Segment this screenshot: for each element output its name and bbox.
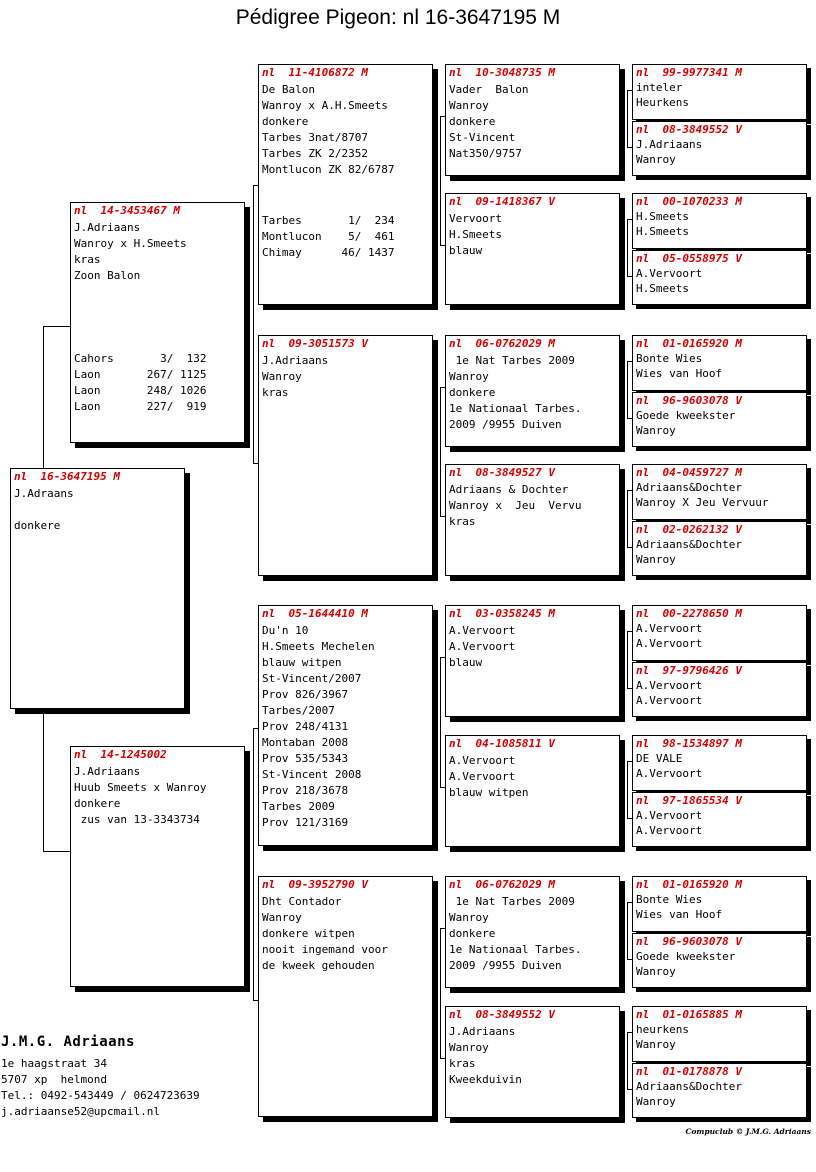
pedigree-line: H.Smeets	[449, 228, 502, 241]
pedigree-line: nooit ingemand voor	[262, 943, 388, 956]
pedigree-ring: nl 04-0459727 M	[636, 466, 742, 479]
connector-line	[627, 761, 628, 818]
pedigree-line: J.Adriaans	[636, 138, 703, 151]
pedigree-line: Wanroy	[636, 424, 676, 437]
connector-line	[43, 326, 70, 327]
sire-result: Laon 227/ 919	[74, 400, 207, 413]
pedigree-line: Tarbes 3nat/8707	[262, 131, 368, 144]
pedigree-line: 2009 /9955 Duiven	[449, 418, 562, 431]
great-grandparent-card	[445, 64, 620, 176]
great-great-grandparent-card	[632, 250, 807, 305]
pedigree-line: de kweek gehouden	[262, 959, 375, 972]
pedigree-ring: nl 00-1070233 M	[636, 195, 742, 208]
pedigree-line: Wies van Hoof	[636, 367, 723, 380]
connector-line	[440, 116, 441, 245]
great-great-grandparent-card	[632, 1063, 807, 1118]
pedigree-line: A.Vervoort	[636, 694, 703, 707]
dam-ring: nl 14-1245002	[74, 748, 167, 761]
pedigree-line: Wies van Hoof	[636, 908, 723, 921]
sire-line: J.Adriaans	[74, 221, 141, 234]
sire-line: Wanroy x H.Smeets	[74, 237, 187, 250]
great-grandparent-card	[445, 605, 620, 717]
pedigree-line: Adriaans&Dochter	[636, 481, 742, 494]
great-great-grandparent-card	[632, 464, 807, 520]
sire-card	[70, 202, 245, 443]
connector-line	[440, 928, 441, 1058]
pedigree-line: H.Smeets	[636, 282, 689, 295]
pedigree-line: kras	[449, 515, 476, 528]
subject-line: donkere	[14, 519, 61, 532]
pedigree-line: 1e Nationaal Tarbes.	[449, 402, 582, 415]
pedigree-line: inteler	[636, 81, 683, 94]
great-great-grandparent-card	[632, 933, 807, 988]
connector-line	[627, 631, 628, 688]
pedigree-ring: nl 06-0762029 M	[449, 337, 555, 350]
result-line: Chimay 46/ 1437	[262, 246, 395, 259]
pedigree-line: donkere	[449, 927, 496, 940]
pedigree-line: A.Vervoort	[449, 640, 516, 653]
pedigree-ring: nl 09-3952790 V	[262, 878, 368, 891]
subject-pigeon-card	[10, 468, 185, 709]
great-great-grandparent-card	[632, 64, 807, 120]
pedigree-ring: nl 96-9603078 V	[636, 394, 742, 407]
pedigree-ring: nl 09-1418367 V	[449, 195, 555, 208]
pedigree-ring: nl 11-4106872 M	[262, 66, 368, 79]
owner-city: 5707 xp helmond	[1, 1073, 107, 1086]
great-grandparent-card	[445, 464, 620, 576]
footer-credit: Compuclub © J.M.G. Adriaans	[685, 1127, 811, 1136]
pedigree-line: A.Vervoort	[636, 767, 703, 780]
connector-line	[440, 387, 441, 516]
pedigree-ring: nl 97-1865534 V	[636, 794, 742, 807]
pedigree-line: H.Smeets	[636, 225, 689, 238]
great-great-grandparent-card	[632, 876, 807, 932]
great-great-grandparent-card	[632, 335, 807, 391]
dam-line: donkere	[74, 797, 121, 810]
sire-result: Cahors 3/ 132	[74, 352, 207, 365]
pedigree-line: A.Vervoort	[636, 637, 703, 650]
pedigree-line: Tarbes/2007	[262, 704, 335, 717]
connector-line	[627, 90, 628, 147]
pedigree-line: Wanroy x Jeu Vervu	[449, 499, 582, 512]
pedigree-line: 1e Nationaal Tarbes.	[449, 943, 582, 956]
pedigree-line: kras	[449, 1057, 476, 1070]
great-great-grandparent-card	[632, 605, 807, 661]
pedigree-line: Prov 535/5343	[262, 752, 349, 765]
great-great-grandparent-card	[632, 193, 807, 249]
connector-line	[440, 657, 441, 787]
pedigree-line: Wanroy	[449, 370, 489, 383]
pedigree-ring: nl 01-0178878 V	[636, 1065, 742, 1078]
granddam-maternal-card	[258, 876, 433, 1117]
great-great-grandparent-card	[632, 392, 807, 447]
pedigree-line	[449, 530, 619, 546]
pedigree-line: A.Vervoort	[449, 770, 516, 783]
great-grandparent-card	[445, 1006, 620, 1118]
pedigree-ring: nl 04-1085811 V	[449, 737, 555, 750]
pedigree-line	[449, 1088, 619, 1104]
pedigree-line: Wanroy	[449, 911, 489, 924]
pedigree-line: Wanroy	[262, 370, 302, 383]
pedigree-line: Adriaans&Dochter	[636, 538, 742, 551]
great-great-grandparent-card	[632, 735, 807, 791]
pedigree-ring: nl 03-0358245 M	[449, 607, 555, 620]
pedigree-ring: nl 01-0165885 M	[636, 1008, 742, 1021]
sire-result: Laon 248/ 1026	[74, 384, 207, 397]
great-grandparent-card	[445, 876, 620, 988]
pedigree-line: Wanroy	[636, 965, 676, 978]
pedigree-line	[449, 546, 619, 562]
pedigree-line: Wanroy	[262, 911, 302, 924]
pedigree-line: Heurkens	[636, 96, 689, 109]
pedigree-line: donkere witpen	[262, 927, 355, 940]
owner-email: j.adriaanse52@upcmail.nl	[1, 1105, 160, 1118]
pedigree-line: A.Vervoort	[636, 679, 703, 692]
pedigree-line: Vervoort	[449, 212, 502, 225]
result-line: Tarbes 1/ 234	[262, 214, 395, 227]
owner-phone: Tel.: 0492-543449 / 0624723639	[1, 1089, 200, 1102]
pedigree-line: De Balon	[262, 83, 315, 96]
connector-line	[43, 851, 70, 852]
pedigree-ring: nl 08-3849552 V	[636, 123, 742, 136]
pedigree-line: blauw witpen	[449, 786, 529, 799]
pedigree-line: Adriaans & Dochter	[449, 483, 569, 496]
pedigree-ring: nl 06-0762029 M	[449, 878, 555, 891]
connector-line	[43, 710, 44, 851]
pedigree-line: donkere	[262, 115, 309, 128]
pedigree-line: Wanroy	[636, 153, 676, 166]
sire-line: Zoon Balon	[74, 269, 141, 282]
pedigree-line: Tarbes 2009	[262, 800, 335, 813]
great-grandparent-card	[445, 193, 620, 305]
subject-line	[14, 502, 184, 518]
pedigree-line: Wanroy X Jeu Vervuur	[636, 496, 769, 509]
pedigree-line: Vader Balon	[449, 83, 529, 96]
pedigree-line: A.Vervoort	[636, 267, 703, 280]
pedigree-line: Montlucon ZK 82/6787	[262, 163, 395, 176]
pedigree-ring: nl 99-9977341 M	[636, 66, 742, 79]
connector-line	[253, 185, 254, 463]
pedigree-ring: nl 02-0262132 V	[636, 523, 742, 536]
pedigree-line	[449, 671, 619, 687]
pedigree-line	[449, 817, 619, 833]
pedigree-line: donkere	[449, 115, 496, 128]
pedigree-line: Wanroy	[449, 99, 489, 112]
great-great-grandparent-card	[632, 521, 807, 576]
pedigree-line: Bonte Wies	[636, 893, 703, 906]
pedigree-line: A.Vervoort	[449, 624, 516, 637]
great-grandparent-card	[445, 335, 620, 447]
pedigree-line: Nat350/9757	[449, 147, 522, 160]
connector-line	[627, 361, 628, 418]
great-great-grandparent-card	[632, 121, 807, 176]
pedigree-ring: nl 10-3048735 M	[449, 66, 555, 79]
pedigree-line: H.Smeets	[636, 210, 689, 223]
pedigree-line: H.Smeets Mechelen	[262, 640, 375, 653]
grandsire-paternal-card	[258, 64, 433, 305]
pedigree-line: A.Vervoort	[636, 809, 703, 822]
pedigree-line: St-Vincent	[449, 131, 516, 144]
pedigree-ring: nl 00-2278650 M	[636, 607, 742, 620]
grandsire-maternal-card	[258, 605, 433, 846]
sire-ring: nl 14-3453467 M	[74, 204, 180, 217]
connector-line	[253, 728, 254, 1000]
pedigree-line: Goede kweekster	[636, 950, 736, 963]
pedigree-line: Prov 248/4131	[262, 720, 349, 733]
owner-name: J.M.G. Adriaans	[1, 1034, 135, 1050]
pedigree-line	[449, 687, 619, 703]
pedigree-line: 1e Nat Tarbes 2009	[449, 895, 575, 908]
connector-line	[43, 326, 44, 468]
granddam-paternal-card	[258, 335, 433, 576]
pedigree-line: Montaban 2008	[262, 736, 349, 749]
great-great-grandparent-card	[632, 792, 807, 847]
pedigree-line: 2009 /9955 Duiven	[449, 959, 562, 972]
pedigree-line: DE VALE	[636, 752, 683, 765]
pedigree-line: J.Adriaans	[262, 354, 329, 367]
pedigree-ring: nl 08-3849552 V	[449, 1008, 555, 1021]
pedigree-line: kras	[262, 386, 289, 399]
sire-result: Laon 267/ 1125	[74, 368, 207, 381]
pedigree-line: Goede kweekster	[636, 409, 736, 422]
pedigree-ring: nl 09-3051573 V	[262, 337, 368, 350]
connector-line	[627, 219, 628, 276]
dam-line: J.Adriaans	[74, 765, 141, 778]
pedigree-line: Kweekduivin	[449, 1073, 522, 1086]
pedigree-line: Prov 121/3169	[262, 816, 349, 829]
pedigree-ring: nl 01-0165920 M	[636, 337, 742, 350]
pedigree-line: Wanroy x A.H.Smeets	[262, 99, 388, 112]
pedigree-ring: nl 05-1644410 M	[262, 607, 368, 620]
pedigree-line: donkere	[449, 386, 496, 399]
pedigree-line: Tarbes ZK 2/2352	[262, 147, 368, 160]
pedigree-ring: nl 01-0165920 M	[636, 878, 742, 891]
great-great-grandparent-card	[632, 1006, 807, 1062]
pedigree-line: St-Vincent/2007	[262, 672, 362, 685]
pedigree-line: Wanroy	[636, 553, 676, 566]
pedigree-line: Wanroy	[449, 1041, 489, 1054]
great-grandparent-card	[445, 735, 620, 847]
pedigree-line: Wanroy	[636, 1038, 676, 1051]
pedigree-line: A.Vervoort	[636, 824, 703, 837]
pedigree-line: Prov 218/3678	[262, 784, 349, 797]
dam-card	[70, 746, 245, 987]
pedigree-ring: nl 96-9603078 V	[636, 935, 742, 948]
pedigree-line: Bonte Wies	[636, 352, 703, 365]
connector-line	[627, 902, 628, 959]
pedigree-ring: nl 97-9796426 V	[636, 664, 742, 677]
pedigree-line: A.Vervoort	[449, 754, 516, 767]
pedigree-line: J.Adriaans	[449, 1025, 516, 1038]
pedigree-line: Dht Contador	[262, 895, 342, 908]
pedigree-line: heurkens	[636, 1023, 689, 1036]
dam-line: Huub Smeets x Wanroy	[74, 781, 207, 794]
pedigree-line: Du'n 10	[262, 624, 309, 637]
pedigree-line: blauw	[449, 656, 483, 669]
subject-line: J.Adraans	[14, 487, 74, 500]
pedigree-line: Adriaans&Dochter	[636, 1080, 742, 1093]
pedigree-ring: nl 08-3849527 V	[449, 466, 555, 479]
result-line: Montlucon 5/ 461	[262, 230, 395, 243]
pedigree-line: blauw witpen	[262, 656, 342, 669]
pedigree-ring: nl 98-1534897 M	[636, 737, 742, 750]
connector-line	[627, 490, 628, 547]
owner-block	[1, 1034, 200, 1120]
dam-line: zus van 13-3343734	[74, 813, 200, 826]
pedigree-line	[449, 801, 619, 817]
pedigree-line: blauw	[449, 244, 483, 257]
subject-ring: nl 16-3647195 M	[14, 470, 120, 483]
sire-line: kras	[74, 253, 101, 266]
pedigree-line: St-Vincent 2008	[262, 768, 362, 781]
pedigree-line: Wanroy	[636, 1095, 676, 1108]
connector-line	[627, 1032, 628, 1089]
pedigree-ring: nl 05-0558975 V	[636, 252, 742, 265]
pedigree-line	[449, 259, 619, 275]
great-great-grandparent-card	[632, 662, 807, 717]
pedigree-line: A.Vervoort	[636, 622, 703, 635]
owner-address: 1e haagstraat 34	[1, 1057, 107, 1070]
pedigree-line: Prov 826/3967	[262, 688, 349, 701]
page-title: Pédigree Pigeon: nl 16-3647195 M	[235, 6, 561, 29]
pedigree-line: 1e Nat Tarbes 2009	[449, 354, 575, 367]
pedigree-line	[449, 275, 619, 291]
